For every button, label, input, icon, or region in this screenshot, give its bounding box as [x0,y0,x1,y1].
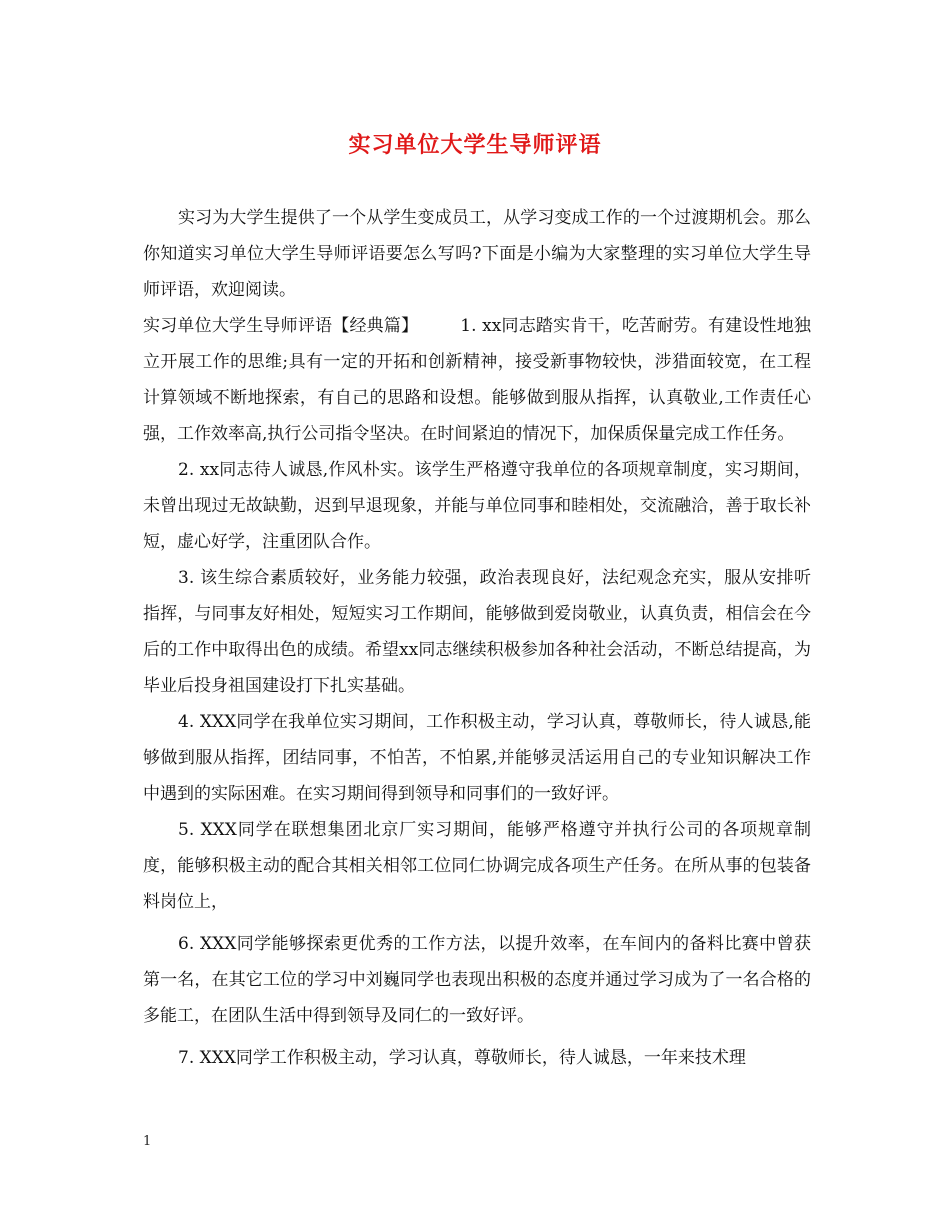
section-heading: 实习单位大学生导师评语【经典篇】 [143,316,419,336]
comment-item-3: 3. 该生综合素质较好，业务能力较强，政治表现良好，法纪观念充实，服从安排听指挥，与同事友好相处，短短实习工作期间，能够做到爱岗敬业，认真负责，相信会在今后的工作中取得出色的成绩。希望xx同志继续积极参加各种社会活动，不断总结提高，为毕业后投身祖国建设打下扎实基础。 [143,568,811,696]
document-body [143,200,811,1076]
comment-item-5: 5. XXX同学在联想集团北京厂实习期间，能够严格遵守并执行公司的各项规章制度，能够积极主动的配合其相关相邻工位同仁协调完成各项生产任务。在所从事的包装备料岗位上， [143,820,811,912]
comment-item-7: 7. XXX同学工作积极主动，学习认真，尊敬师长，待人诚恳，一年来技术理 [178,1048,746,1068]
intro-paragraph: 实习为大学生提供了一个从学生变成员工，从学习变成工作的一个过渡期机会。那么你知道实习单位大学生导师评语要怎么写吗?下面是小编为大家整理的实习单位大学生导师评语，欢迎阅读。 [143,208,811,300]
comment-item-4: 4. XXX同学在我单位实习期间，工作积极主动，学习认真，尊敬师长，待人诚恳,能够做到服从指挥，团结同事，不怕苦，不怕累,并能够灵活运用自己的专业知识解决工作中遇到的实际困难。在实习期间得到领导和同事们的一致好评。 [143,712,811,804]
comment-item-6: 6. XXX同学能够探索更优秀的工作方法，以提升效率，在车间内的备料比赛中曾获第一名，在其它工位的学习中刘巍同学也表现出积极的态度并通过学习成为了一名合格的多能工，在团队生活中得到领导及同仁的一致好评。 [143,934,811,1026]
page-number: 1 [143,1134,152,1149]
comment-item-1: 1. xx同志踏实肯干，吃苦耐劳。有建设性地独立开展工作的思维;具有一定的开拓和创新精神，接受新事物较快，涉猎面较宽，在工程计算领域不断地探索，有自己的思路和设想。能够做到服从指挥，认真敬业,工作责任心强，工作效率高,执行公司指令坚决。在时间紧迫的情况下，加保质保量完成工作任务。 [143,316,811,444]
document-title: 实习单位大学生导师评语 [348,132,602,158]
section-paragraph [143,308,811,452]
comment-item-2: 2. xx同志待人诚恳,作风朴实。该学生严格遵守我单位的各项规章制度，实习期间，未曾出现过无故缺勤，迟到早退现象，并能与单位同事和睦相处，交流融洽，善于取长补短，虚心好学，注重团队合作。 [143,460,811,552]
